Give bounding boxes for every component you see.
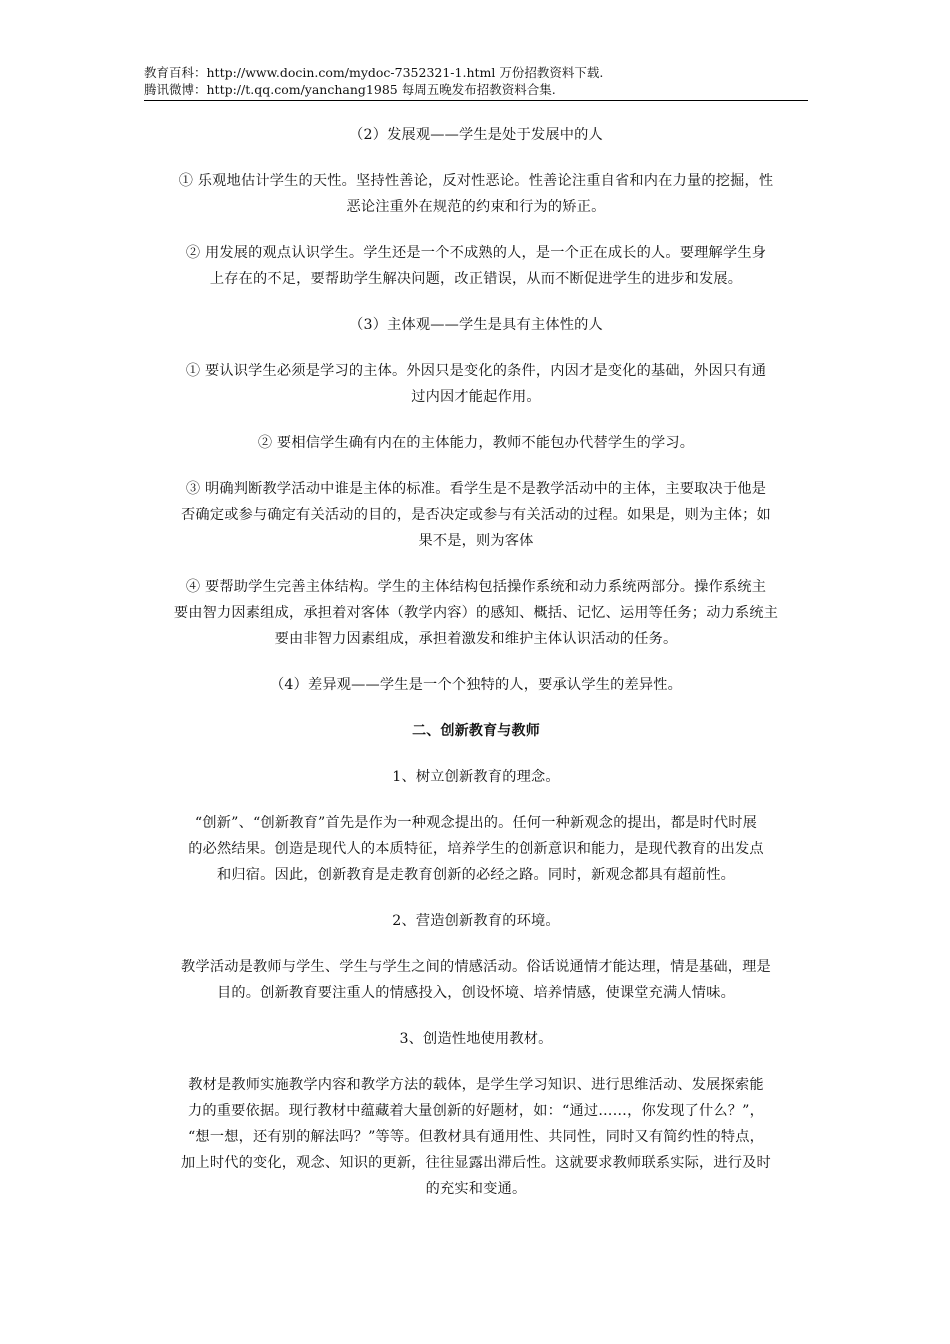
text-line: 上存在的不足，要帮助学生解决问题，改正错误，从而不断促进学生的进步和发展。 (209, 271, 743, 287)
paragraph-innovation-environment (144, 954, 808, 1006)
text-line: 的充实和变通。 (425, 1181, 527, 1197)
text-line: ④ 要帮助学生完善主体结构。学生的主体结构包括操作系统和动力系统两部分。操作系统主 (185, 579, 767, 595)
text-line: 要由非智力因素组成，承担着激发和维护主体认识活动的任务。 (274, 631, 678, 647)
section-heading-development: （2）发展观——学生是处于发展中的人 (349, 127, 603, 143)
paragraph-innovation-idea (144, 810, 808, 888)
subheading-innovation-environment: 2、营造创新教育的环境。 (392, 913, 560, 929)
text-line: 力的重要依据。现行教材中蕴藏着大量创新的好题材，如：“通过……，你发现了什么？”， (187, 1103, 765, 1119)
paragraph-subject-criteria (144, 476, 808, 554)
paragraph-textbook-use (144, 1072, 808, 1202)
paragraph-optimism (144, 168, 808, 220)
page-header (144, 64, 808, 98)
part-heading-innovation: 二、创新教育与教师 (412, 723, 540, 739)
text-line: 教学活动是教师与学生、学生与学生之间的情感活动。俗话说通情才能达理，情是基础，理是 (181, 959, 771, 975)
header-line-docin: 教育百科：http://www.docin.com/mydoc-7352321-1.html 万份招教资料下载. (144, 65, 604, 80)
text-line: ② 用发展的观点认识学生。学生还是一个不成熟的人，是一个正在成长的人。要理解学生身 (185, 245, 767, 261)
paragraph-subject-ability (144, 430, 808, 456)
text-line: ① 要认识学生必须是学习的主体。外因只是变化的条件，内因才是变化的基础，外因只有通 (185, 363, 767, 379)
section-heading-difference: （4）差异观——学生是一个个独特的人，要承认学生的差异性。 (269, 677, 683, 693)
section-heading-subject: （3）主体观——学生是具有主体性的人 (349, 317, 603, 333)
paragraph-subject-structure (144, 574, 808, 652)
text-line: “创新”、“创新教育”首先是作为一种观念提出的。任何一种新观念的提出，都是时代时展 (194, 815, 758, 831)
text-line: ① 乐观地估计学生的天性。坚持性善论，反对性恶论。性善论注重自省和内在力量的挖掘，性 (178, 173, 774, 189)
header-line-weibo: 腾讯微博：http://t.qq.com/yanchang1985 每周五晚发布招教资料合集. (144, 82, 556, 97)
text-line: 果不是，则为客体 (418, 533, 534, 549)
subheading-innovation-idea: 1、树立创新教育的理念。 (392, 769, 560, 785)
text-line: 加上时代的变化，观念、知识的更新，往往显露出滞后性。这就要求教师联系实际，进行及时 (181, 1155, 771, 1171)
text-line: 教材是教师实施教学内容和教学方法的载体，是学生学习知识、进行思维活动、发展探索能 (188, 1077, 764, 1093)
text-line: 要由智力因素组成，承担着对客体（教学内容）的感知、概括、记忆、运用等任务；动力系统主 (173, 605, 779, 621)
paragraph-learning-subject (144, 358, 808, 410)
text-line: 目的。创新教育要注重人的情感投入，创设怀境、培养情感，使课堂充满人情味。 (217, 985, 735, 1001)
header-divider (144, 100, 808, 101)
text-line: “想一想，还有别的解法吗？”等等。但教材具有通用性、共同性，同时又有简约性的特点， (187, 1129, 765, 1145)
text-line: 过内因才能起作用。 (411, 389, 541, 405)
paragraph-development-view (144, 240, 808, 292)
text-line: ③ 明确判断教学活动中谁是主体的标准。看学生是不是教学活动中的主体，主要取决于他是 (185, 481, 767, 497)
text-line: ② 要相信学生确有内在的主体能力，教师不能包办代替学生的学习。 (257, 435, 695, 451)
text-line: 恶论注重外在规范的约束和行为的矫正。 (346, 199, 606, 215)
text-line: 否确定或参与确定有关活动的目的，是否决定或参与有关活动的过程。如果是，则为主体；如 (181, 507, 771, 523)
document-body (144, 122, 808, 1202)
subheading-textbook-use: 3、创造性地使用教材。 (399, 1031, 553, 1047)
text-line: 的必然结果。创造是现代人的本质特征，培养学生的创新意识和能力，是现代教育的出发点 (188, 841, 764, 857)
text-line: 和归宿。因此，创新教育是走教育创新的必经之路。同时，新观念都具有超前性。 (217, 867, 735, 883)
